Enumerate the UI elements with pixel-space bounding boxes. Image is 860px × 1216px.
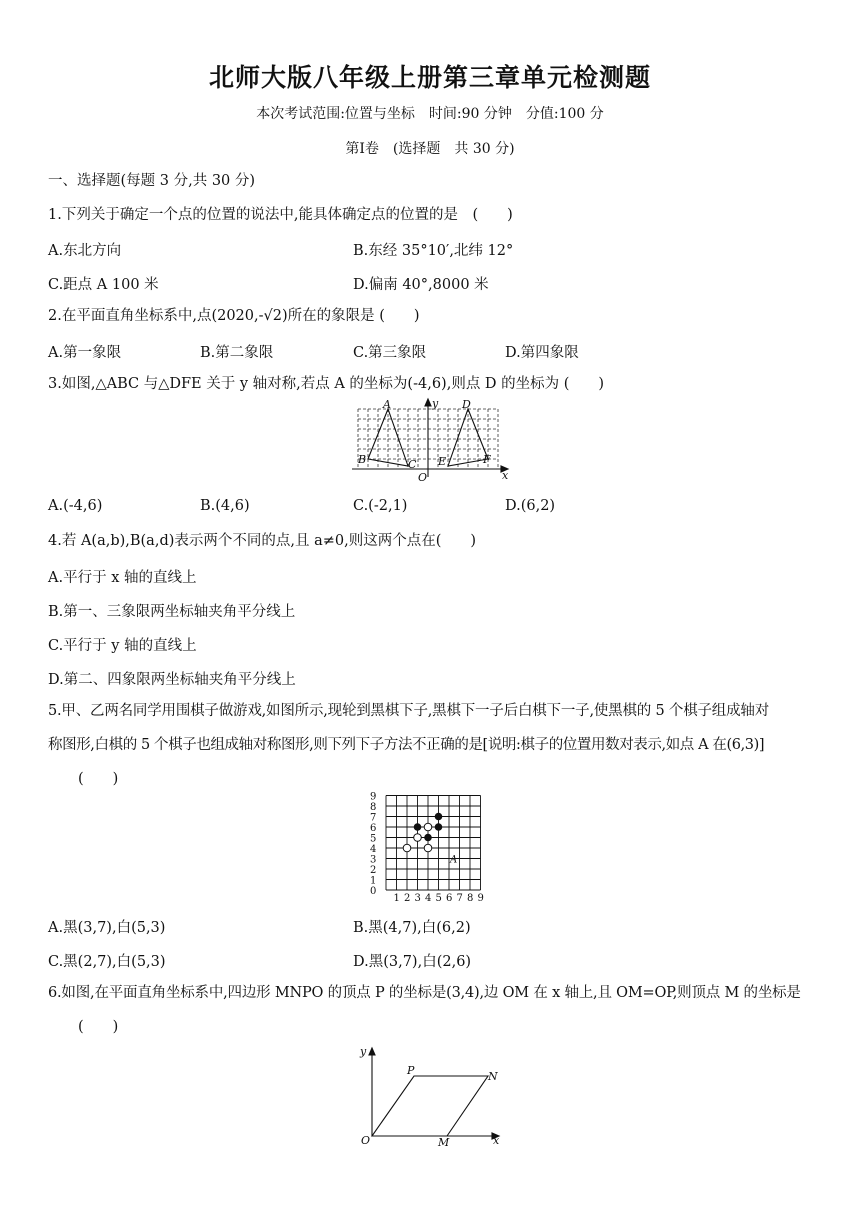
q5-black-stone: [435, 813, 443, 821]
q4-stem: 4.若 A(a,b),B(a,d)表示两个不同的点,且 a≠0,则这两个点在( ): [48, 533, 477, 549]
q3-option-d: D.(6,2): [505, 498, 556, 514]
q6-label-p: P: [407, 1064, 415, 1077]
q5-x-tick-label: 8: [467, 893, 474, 904]
q5-black-stone: [424, 834, 432, 842]
q3-label-y: y: [432, 397, 439, 410]
q5-x-tick-label: 7: [456, 893, 463, 904]
q3-label-b: B: [358, 453, 367, 466]
q3-triangle-dfe: [448, 409, 488, 466]
q4-option-b: B.第一、三象限两坐标轴夹角平分线上: [48, 604, 296, 620]
q3-label-a: A: [383, 398, 391, 411]
q5-black-stone: [414, 823, 422, 831]
q5-y-tick-label: 8: [370, 802, 377, 813]
q5-stem-line-1: 5.甲、乙两名同学用围棋子做游戏,如图所示,现轮到黑棋下子,黑棋下一子后白棋下一子,使黑棋的 5 个棋子组成轴对: [48, 703, 770, 719]
q5-stem-line-2: 称图形,白棋的 5 个棋子也组成轴对称图形,则下列下子方法不正确的是[说明:棋子的位置用数对表示,如点 A 在(6,3)]: [48, 737, 765, 753]
q5-y-tick-label: 3: [370, 854, 377, 866]
q5-white-stone: [414, 834, 422, 842]
q1-option-d: D.偏南 40°,8000 米: [353, 277, 489, 293]
q1-stem: 1.下列关于确定一个点的位置的说法中,能具体确定点的位置的是 ( ): [48, 207, 513, 223]
q5-option-b: B.黑(4,7),白(6,2): [353, 920, 471, 936]
q3-triangle-abc: [368, 409, 408, 466]
q5-y-tick-label: 1: [370, 875, 377, 887]
q3-label-f: F: [483, 453, 491, 466]
q5-x-tick-label: 3: [414, 893, 421, 904]
q5-option-d: D.黑(3,7),白(2,6): [353, 954, 472, 970]
q5-white-stone: [424, 823, 432, 831]
exam-info: 本次考试范围:位置与坐标 时间:90 分钟 分值:100 分: [256, 106, 604, 122]
q3-label-x: x: [502, 469, 509, 482]
section-title: 第Ⅰ卷 (选择题 共 30 分): [345, 141, 515, 157]
q5-stem-line-3: ( ): [78, 771, 119, 787]
q6-figure: [352, 1038, 512, 1148]
q3-stem: 3.如图,△ABC 与△DFE 关于 y 轴对称,若点 A 的坐标为(-4,6),则点 D 的坐标为 ( ): [48, 376, 605, 392]
q5-go-board: [366, 790, 488, 906]
q6-stem-line-1: 6.如图,在平面直角坐标系中,四边形 MNPO 的顶点 P 的坐标是(3,4),边 OM 在 x 轴上,且 OM=OP,则顶点 M 的坐标是: [48, 985, 801, 1001]
q5-x-tick-label: 2: [404, 893, 411, 904]
q3-option-c: C.(-2,1): [353, 498, 408, 514]
q6-label-n: N: [488, 1070, 498, 1083]
q5-point-a-label: A: [450, 854, 458, 866]
q5-board-grid: [386, 796, 481, 891]
q3-label-c: C: [408, 458, 417, 471]
q3-figure: [350, 397, 515, 489]
q5-y-tick-label: 2: [370, 865, 377, 876]
part-heading: 一、选择题(每题 3 分,共 30 分): [48, 173, 256, 189]
q5-black-stone: [435, 823, 443, 831]
q3-label-o: O: [418, 471, 428, 484]
q6-stem-line-2: ( ): [78, 1019, 119, 1035]
q3-label-e: E: [438, 455, 447, 468]
q2-option-b: B.第二象限: [200, 345, 274, 361]
q5-white-stone: [424, 844, 432, 852]
q6-label-x: x: [493, 1134, 500, 1147]
q5-x-tick-label: 1: [393, 893, 400, 904]
q6-parallelogram-mnpo: [372, 1076, 488, 1136]
q5-option-c: C.黑(2,7),白(5,3): [48, 954, 166, 970]
q1-option-c: C.距点 A 100 米: [48, 277, 159, 293]
q5-x-tick-label: 9: [477, 893, 484, 904]
q3-label-d: D: [462, 398, 471, 411]
q4-option-c: C.平行于 y 轴的直线上: [48, 638, 197, 654]
q2-option-d: D.第四象限: [505, 345, 579, 361]
q5-x-tick-label: 5: [435, 893, 442, 904]
q3-y-arrow: [425, 399, 431, 406]
q5-y-tick-label: 0: [370, 886, 377, 897]
q3-option-b: B.(4,6): [200, 498, 250, 514]
page-title: 北师大版八年级上册第三章单元检测题: [208, 63, 651, 92]
q6-label-y: y: [360, 1045, 367, 1058]
q5-x-tick-label: 4: [425, 893, 432, 904]
q2-option-a: A.第一象限: [48, 345, 122, 361]
q5-white-stone: [403, 844, 411, 852]
q1-option-b: B.东经 35°10′,北纬 12°: [353, 243, 514, 259]
q2-option-c: C.第三象限: [353, 345, 427, 361]
q6-label-m: M: [438, 1136, 450, 1148]
q5-y-tick-label: 6: [370, 823, 377, 834]
q4-option-a: A.平行于 x 轴的直线上: [48, 570, 197, 586]
q6-label-o: O: [361, 1134, 371, 1147]
q2-stem: 2.在平面直角坐标系中,点(2020,-√2)所在的象限是 ( ): [48, 308, 420, 324]
q1-option-a: A.东北方向: [48, 243, 122, 259]
q5-y-tick-label: 5: [370, 833, 377, 845]
q6-y-arrow: [369, 1048, 375, 1055]
q5-y-tick-label: 7: [370, 812, 377, 824]
q5-y-tick-label: 4: [370, 844, 377, 855]
q3-option-a: A.(-4,6): [48, 498, 103, 514]
q5-x-tick-label: 6: [446, 893, 453, 904]
q4-option-d: D.第二、四象限两坐标轴夹角平分线上: [48, 672, 296, 688]
q5-option-a: A.黑(3,7),白(5,3): [48, 920, 166, 936]
q5-y-tick-label: 9: [370, 791, 377, 803]
